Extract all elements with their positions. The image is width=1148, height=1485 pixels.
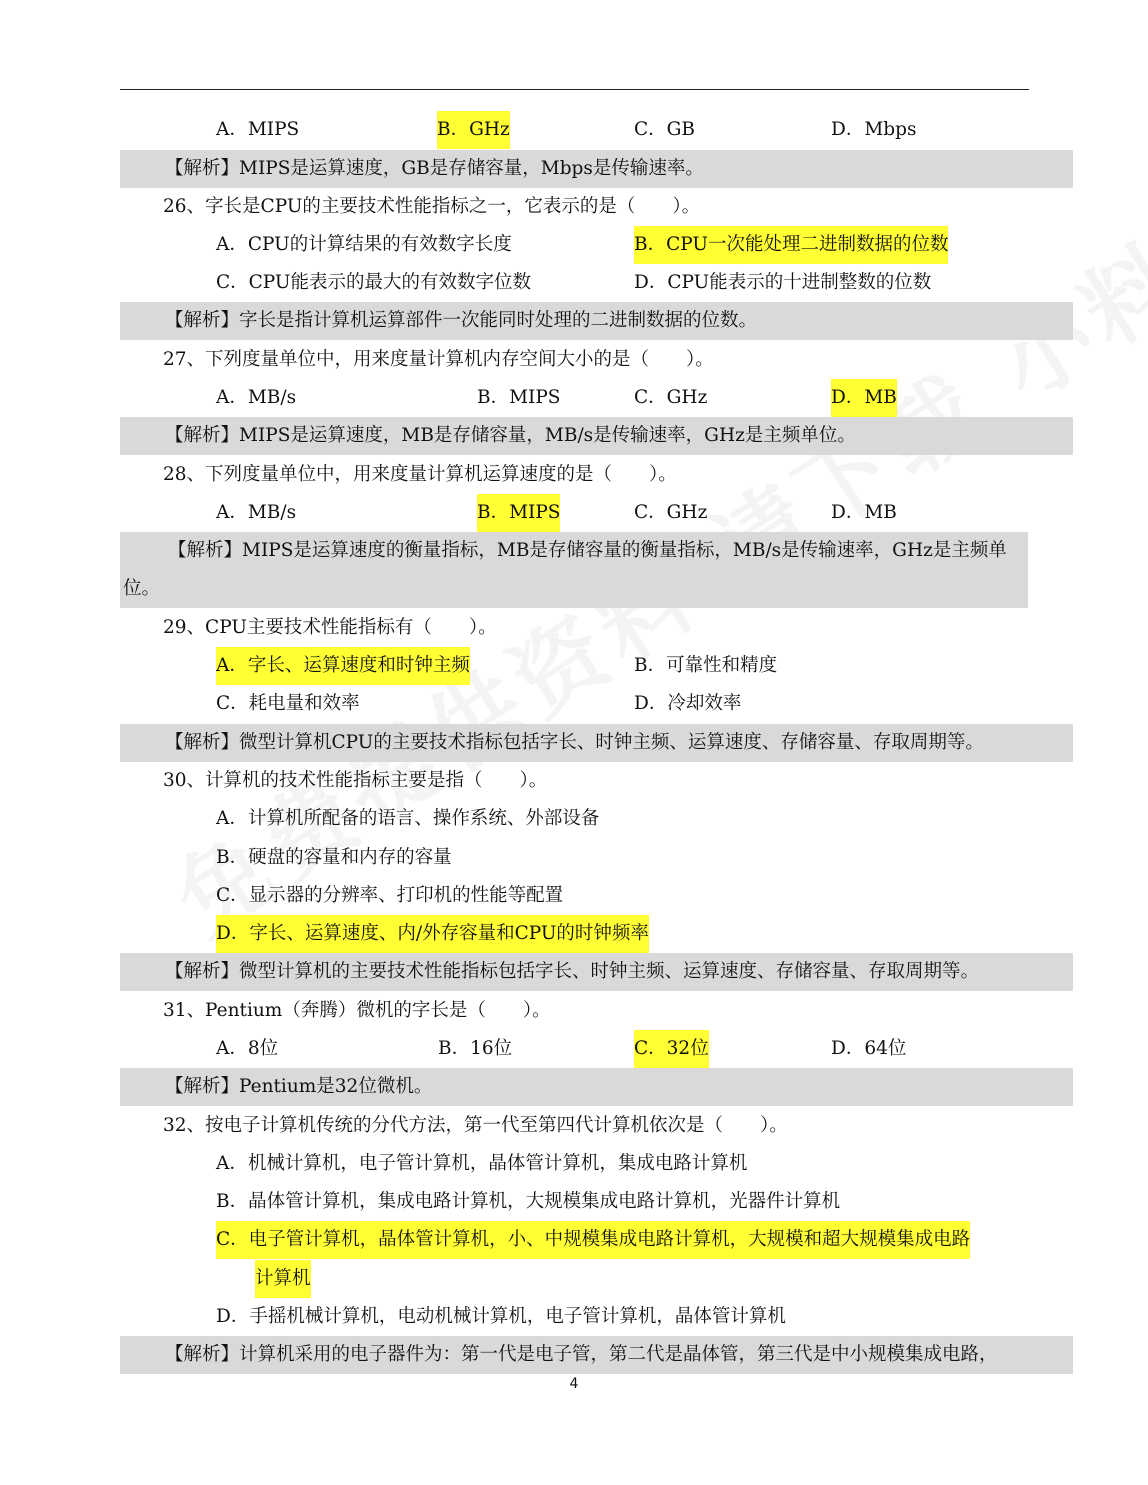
q27-option-d: D．MB bbox=[831, 379, 897, 417]
q31-option-c: C．32位 bbox=[634, 1030, 709, 1068]
q32-explanation: 【解析】计算机采用的电子器件为：第一代是电子管，第二代是晶体管，第三代是中小规模集成电路， bbox=[120, 1336, 1073, 1374]
q32-option-b-row bbox=[120, 1183, 1028, 1221]
q29-question: 29、CPU主要技术性能指标有（ ）。 bbox=[163, 617, 497, 638]
q26-options-row2 bbox=[120, 264, 1028, 302]
q29-options-row2 bbox=[120, 685, 1028, 723]
q26-option-b: B．CPU一次能处理二进制数据的位数 bbox=[634, 226, 948, 264]
q26-options-row1 bbox=[120, 226, 1028, 264]
q32-option-b: B．晶体管计算机，集成电路计算机，大规模集成电路计算机，光器件计算机 bbox=[216, 1191, 841, 1212]
q28-explanation-text: 【解析】MIPS是运算速度的衡量指标，MB是存储容量的衡量指标，MB/s是传输速率，GHz是主频单位。 bbox=[123, 540, 1007, 599]
q27-options bbox=[120, 379, 1028, 417]
q25-option-c: C．GB bbox=[634, 119, 696, 140]
q30-option-d: D．字长、运算速度、内/外存容量和CPU的时钟频率 bbox=[216, 915, 649, 953]
q25-option-a: A．MIPS bbox=[216, 119, 300, 140]
q28-question: 28、下列度量单位中，用来度量计算机运算速度的是（ ）。 bbox=[163, 464, 677, 485]
q29-option-a: A．字长、运算速度和时钟主频 bbox=[216, 647, 470, 685]
page-number: 4 bbox=[569, 1376, 579, 1392]
q29-option-c: C．耗电量和效率 bbox=[216, 693, 360, 714]
q28-option-d: D．MB bbox=[831, 502, 897, 523]
q29-options-row1 bbox=[120, 647, 1028, 685]
q32-option-d-row bbox=[120, 1298, 1028, 1336]
q32-option-c: C．电子管计算机，晶体管计算机，小、中规模集成电路计算机，大规模和超大规模集成电路 bbox=[216, 1221, 970, 1259]
q30-explanation: 【解析】微型计算机的主要技术性能指标包括字长、时钟主频、运算速度、存储容量、存取周期等。 bbox=[120, 953, 1073, 991]
q31-option-d: D．64位 bbox=[831, 1038, 907, 1059]
q27-explanation: 【解析】MIPS是运算速度，MB是存储容量，MB/s是传输速率，GHz是主频单位。 bbox=[120, 417, 1073, 455]
q26-option-c: C．CPU能表示的最大的有效数字位数 bbox=[216, 272, 532, 293]
q28-option-b: B．MIPS bbox=[477, 494, 560, 532]
q32-question: 32、按电子计算机传统的分代方法，第一代至第四代计算机依次是（ ）。 bbox=[163, 1115, 788, 1136]
q25-explanation: 【解析】MIPS是运算速度，GB是存储容量，Mbps是传输速率。 bbox=[120, 150, 1073, 188]
q32-option-a: A．机械计算机，电子管计算机，晶体管计算机，集成电路计算机 bbox=[216, 1153, 748, 1174]
q26-explanation: 【解析】字长是指计算机运算部件一次能同时处理的二进制数据的位数。 bbox=[120, 302, 1073, 340]
q27-question: 27、下列度量单位中，用来度量计算机内存空间大小的是（ ）。 bbox=[163, 349, 714, 370]
q32-option-a-row bbox=[120, 1145, 1028, 1183]
q27-option-b: B．MIPS bbox=[477, 387, 561, 408]
q25-option-d: D．Mbps bbox=[831, 119, 917, 140]
q25-options bbox=[120, 111, 1028, 149]
q29-explanation: 【解析】微型计算机CPU的主要技术指标包括字长、时钟主频、运算速度、存储容量、存取周期等。 bbox=[120, 724, 1073, 762]
q29-option-d: D．冷却效率 bbox=[634, 693, 742, 714]
q29-option-b: B．可靠性和精度 bbox=[634, 655, 778, 676]
q30-option-c: C．显示器的分辨率、打印机的性能等配置 bbox=[216, 885, 564, 906]
q26-option-d: D．CPU能表示的十进制整数的位数 bbox=[634, 272, 932, 293]
q31-option-b: B．16位 bbox=[438, 1038, 513, 1059]
q32-option-c-continued-row bbox=[120, 1260, 1028, 1298]
q27-option-c: C．GHz bbox=[634, 387, 708, 408]
q31-options bbox=[120, 1030, 1028, 1068]
header-rule bbox=[120, 89, 1029, 90]
q30-option-a: A．计算机所配备的语言、操作系统、外部设备 bbox=[216, 808, 600, 829]
q26-question: 26、字长是CPU的主要技术性能指标之一，它表示的是（ ）。 bbox=[163, 196, 701, 217]
q25-option-b: B．GHz bbox=[437, 111, 510, 149]
q31-question: 31、Pentium（奔腾）微机的字长是（ ）。 bbox=[163, 1000, 551, 1021]
q30-option-d-row bbox=[120, 915, 1028, 953]
q30-question: 30、计算机的技术性能指标主要是指（ ）。 bbox=[163, 770, 548, 791]
q30-option-a-row bbox=[120, 800, 1028, 838]
q28-option-a: A．MB/s bbox=[216, 502, 297, 523]
q26-option-a: A．CPU的计算结果的有效数字长度 bbox=[216, 234, 512, 255]
q32-option-d: D．手摇机械计算机，电动机械计算机，电子管计算机，晶体管计算机 bbox=[216, 1306, 786, 1327]
q30-option-c-row bbox=[120, 877, 1028, 915]
q28-option-c: C．GHz bbox=[634, 502, 708, 523]
q30-option-b-row bbox=[120, 839, 1028, 877]
q28-options bbox=[120, 494, 1028, 532]
q32-option-c-row bbox=[120, 1221, 1028, 1259]
q30-option-b: B．硬盘的容量和内存的容量 bbox=[216, 847, 452, 868]
q32-option-c-continued: 计算机 bbox=[255, 1260, 311, 1298]
q31-option-a: A．8位 bbox=[216, 1038, 279, 1059]
q27-option-a: A．MB/s bbox=[216, 387, 297, 408]
q28-explanation bbox=[120, 532, 1028, 608]
q31-explanation: 【解析】Pentium是32位微机。 bbox=[120, 1068, 1073, 1106]
